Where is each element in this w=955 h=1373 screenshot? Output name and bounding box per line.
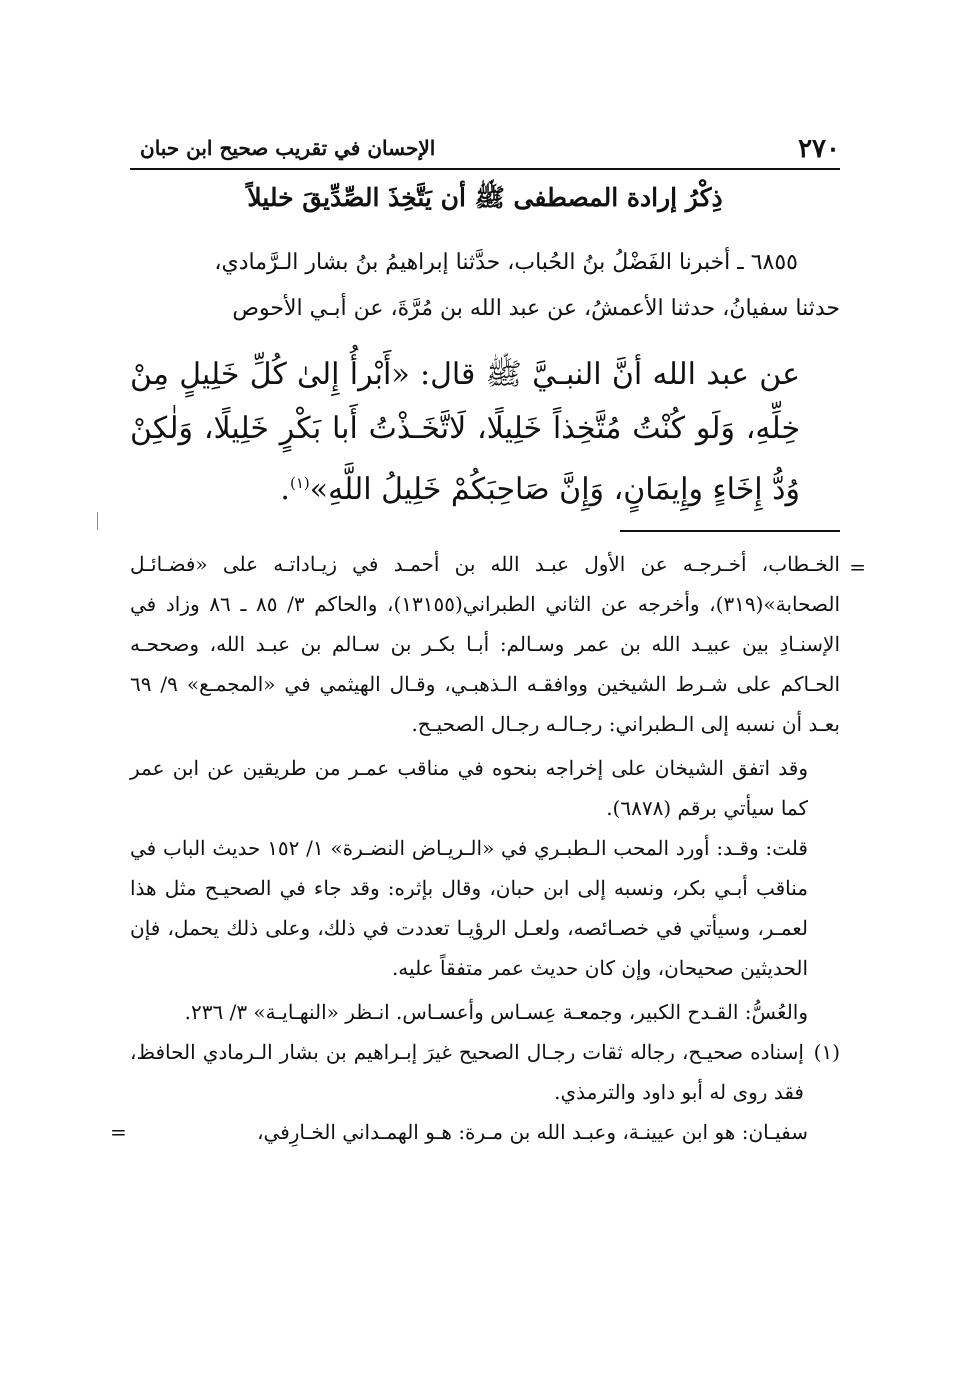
isnad-chain: [130, 240, 840, 332]
hadith-text: [130, 348, 840, 517]
footnote-1-number: (١): [813, 1040, 840, 1064]
hadith-end-dot: .: [280, 472, 290, 507]
footnote-1-continuation: [110, 1112, 840, 1152]
footnote-1-text: إسناده صحيـح، رجاله ثقات رجـال الصحيح غيرَ إبـراهيم بن بشار الـرمادي الحافظ، فقد روى له أبو داود والترمذي.: [130, 1040, 804, 1104]
footnote-1: [130, 1032, 840, 1112]
footnote-continued-paragraph: الخـطاب، أخـرجـه عن الأول عبـد الله بن أحمـد في زيـاداتـه على «فضـائـل الصحابة»(٣١٩)، وأخرجه عن الثاني الطبراني(١٣١٥٥)، والحاكم ٣/ ٨٥ ـ ٨٦ وزاد في الإسنـادِ بين عبيـد الله بن عمر وسـالم: أبـا بكـر بن سـالم بن عبـد الله، وصححـه الحـاكم على شـرط الشيخين ووافقـه الـذهبـي، وقـال الهيثمي في «المجمـع» ٩/ ٦٩ بعـد أن نسبه إلى الـطبراني: رجـالـه رجـال الصحيـح.: [130, 552, 840, 736]
footnote-paragraph-3: قلت: وقـد: أورد المحب الـطبـري في «الـريـاض النضـرة» ١/ ١٥٢ حديث الباب في مناقب أبـي بكر، ونسبه إلى ابن حبان، وقال بإثره: وقد جاء في الصحيـح مثل هذا لعمـر، وسيأتي في خصـائصه، ولعـل الرؤيـا تعددت في ذلك، وعلى ذلك يحمل، فإن الحديثين صحيحان، وإن كان حديث عمر متفقاً عليه.: [130, 836, 808, 980]
hadith-matn-text: عن عبد الله أنَّ النبـيَّ ﷺ قال: «أَبْرأُ إِلىٰ كُلِّ خَلِيلٍ مِنْ خِلِّهِ، وَلَو كُنْتُ مُتَّخِذاً خَلِيلًا، لَاتَّخَـذْتُ أَبا بَكْرٍ خَلِيلًا، وَلٰكِنْ وُدُّ إِخَاءٍ وإِيمَانٍ، وَإِنَّ صَاحِبَكُمْ خَلِيلُ اللَّهِ»: [130, 357, 800, 507]
footnote-marker: (١): [289, 474, 310, 492]
book-title: الإحسان في تقريب صحيح ابن حبان: [140, 136, 436, 160]
footnote-paragraph-2: وقد اتفق الشيخان على إخراجه بنحوه في مناقب عمـر من طريقين عن ابن عمر كما سيأتي برقم (٦٨٧٨).: [130, 756, 808, 820]
running-head: [130, 128, 840, 170]
footnote-1-continuation-text: سفيـان: هو ابن عيينـة، وعبـد الله بن مـرة: هـو الهمـداني الخـارِفي،: [257, 1120, 808, 1144]
footnote-paragraph-4: والعُسُّ: القـدح الكبير، وجمعـة عِسـاس وأعسـاس. انـظر «النهـايـة» ٣/ ٢٣٦.: [184, 1000, 808, 1024]
section-heading: ذِكْرُ إرادة المصطفى ﷺ أن يَتَّخِذَ الصِّدِّيقَ خليلاً: [247, 183, 723, 212]
hadith-matn: [130, 348, 840, 517]
isnad-line-2: حدثنا سفيانُ، حدثنا الأعمشُ، عن عبد الله بن مُرَّةَ، عن أبـي الأحوص: [232, 296, 840, 321]
continuation-mark-top: =: [849, 555, 866, 579]
isnad-line-1: ٦٨٥٥ ـ أخبرنا الفَضْلُ بنُ الحُباب، حدَّثنا إبراهيمُ بنُ بشار الـرَّمادي،: [214, 250, 798, 275]
footnote-separator: [620, 530, 840, 532]
continuation-mark-bottom: =: [110, 1120, 127, 1144]
margin-mark: [97, 512, 98, 530]
page-number: ٢٧٠: [798, 134, 840, 164]
book-page: [110, 110, 866, 1290]
footnotes: [110, 540, 840, 1152]
